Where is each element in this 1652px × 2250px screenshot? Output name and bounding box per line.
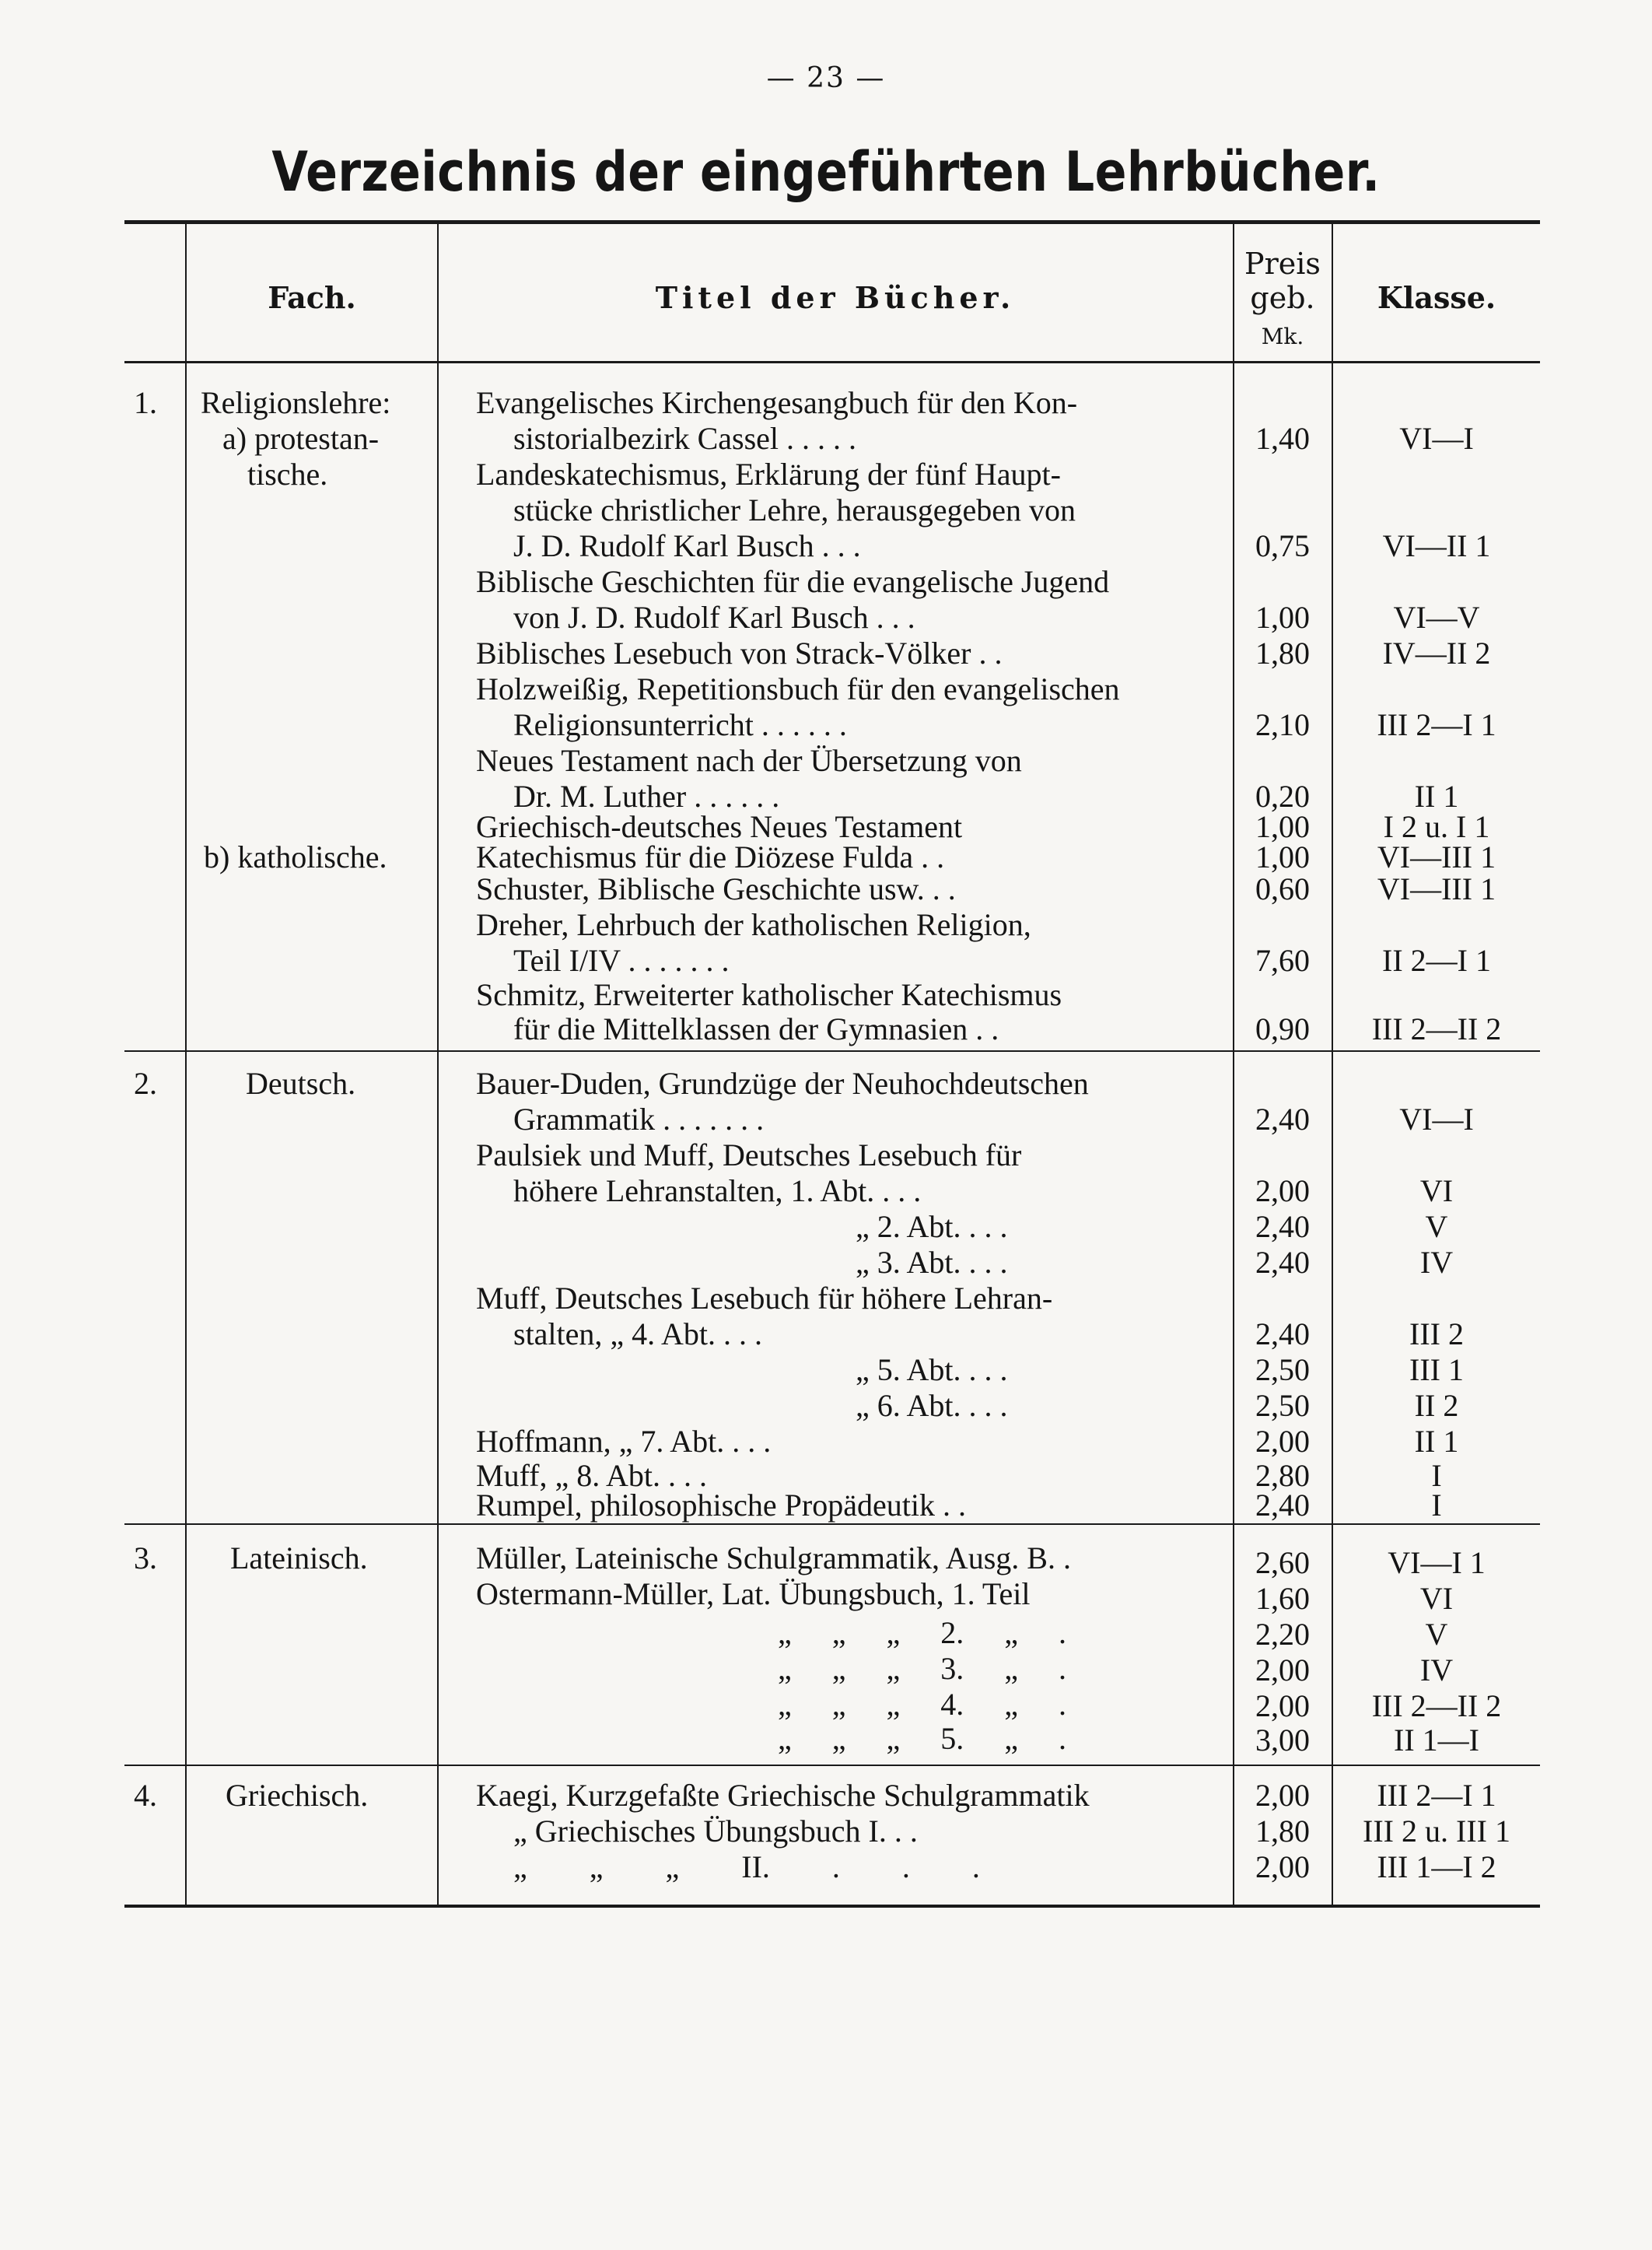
book-class: VI—III 1 [1377, 871, 1496, 906]
book-title-line: Hoffmann, „ 7. Abt. . . . [476, 1424, 772, 1459]
book-price: 1,00 [1255, 600, 1310, 635]
book-class: I 2 u. I 1 [1383, 809, 1490, 844]
book-class: I [1431, 1458, 1442, 1493]
book-price: 1,00 [1255, 839, 1310, 874]
book-price: 2,20 [1255, 1617, 1310, 1652]
book-price: 2,50 [1255, 1388, 1310, 1423]
book-price: 2,60 [1255, 1545, 1310, 1580]
book-title-line: „ 2. Abt. . . . [856, 1209, 1008, 1244]
book-title-line: „ „ „ 3. „ . [778, 1651, 1067, 1686]
book-class: III 2 u. III 1 [1363, 1814, 1510, 1849]
section-subject-line: tische. [247, 457, 328, 492]
section-divider-2 [124, 1050, 1540, 1052]
section-subject-line: Griechisch. [226, 1778, 369, 1813]
table-bottom-rule [124, 1905, 1540, 1908]
book-class: VI—I [1399, 421, 1474, 456]
book-class: IV [1419, 1245, 1454, 1280]
book-title-line: Griechisch-deutsches Neues Testament [476, 809, 963, 844]
book-class: VI—II 1 [1382, 528, 1491, 563]
book-title-line: Holzweißig, Repetitionsbuch für den evangelischen [476, 671, 1120, 706]
book-title-line: Bauer-Duden, Grundzüge der Neuhochdeutschen [476, 1066, 1089, 1101]
book-title-line: Grammatik . . . . . . . [513, 1102, 765, 1137]
header-title: Titel der Bücher. [655, 280, 1016, 315]
page-title: Verzeichnis der eingeführten Lehrbücher. [271, 140, 1381, 204]
header-class: Klasse. [1377, 280, 1496, 315]
book-title-line: Dr. M. Luther . . . . . . [513, 779, 780, 814]
book-class: VI—I [1399, 1102, 1474, 1137]
book-class: VI—I 1 [1388, 1545, 1486, 1580]
book-price: 0,75 [1255, 528, 1310, 563]
book-title-line: „ „ „ 2. „ . [778, 1615, 1067, 1650]
header-price-unit: Mk. [1261, 324, 1304, 349]
book-price: 2,00 [1255, 1652, 1310, 1688]
page-number: — 23 — [766, 62, 886, 94]
book-price: 3,00 [1255, 1723, 1310, 1758]
book-price: 7,60 [1255, 943, 1310, 978]
book-title-line: für die Mittelklassen der Gymnasien . . [513, 1011, 999, 1046]
book-title-line: Evangelisches Kirchengesangbuch für den Kon- [476, 385, 1078, 420]
book-class: VI [1419, 1581, 1454, 1616]
book-class: I [1431, 1488, 1442, 1523]
book-title-line: J. D. Rudolf Karl Busch . . . [513, 528, 861, 563]
header-bottom-rule [124, 361, 1540, 363]
book-price: 2,40 [1255, 1245, 1310, 1280]
book-price: 2,00 [1255, 1424, 1310, 1459]
section-divider-4 [124, 1765, 1540, 1766]
book-class: VI—V [1393, 600, 1480, 635]
book-price: 2,00 [1255, 1688, 1310, 1723]
section-number: 4. [134, 1778, 157, 1813]
book-class: VI [1419, 1173, 1454, 1208]
book-title-line: Müller, Lateinische Schulgrammatik, Ausg. B. . [476, 1540, 1071, 1575]
book-class: V [1425, 1209, 1448, 1244]
book-title-line: Muff, „ 8. Abt. . . . [476, 1458, 708, 1493]
book-title-line: Landeskatechismus, Erklärung der fünf Haupt- [476, 457, 1061, 492]
book-price: 2,40 [1255, 1209, 1310, 1244]
book-title-line: „ Griechisches Übungsbuch I. . . [513, 1814, 918, 1849]
section-subject-sublabel: b) katholische. [204, 839, 387, 874]
book-title-line: Rumpel, philosophische Propädeutik . . [476, 1488, 966, 1523]
book-title-line: Katechismus für die Diözese Fulda . . [476, 839, 945, 874]
header-subject: Fach. [268, 280, 356, 315]
book-price: 2,00 [1255, 1778, 1310, 1813]
book-title-line: Ostermann-Müller, Lat. Übungsbuch, 1. Teil [476, 1576, 1031, 1611]
book-price: 2,00 [1255, 1849, 1310, 1884]
book-class: IV [1419, 1652, 1454, 1688]
book-title-line: Paulsiek und Muff, Deutsches Lesebuch für [476, 1137, 1022, 1172]
book-title-line: Neues Testament nach der Übersetzung von [476, 743, 1022, 778]
book-title-line: Schuster, Biblische Geschichte usw. . . [476, 871, 956, 906]
book-title-line: stalten, „ 4. Abt. . . . [513, 1316, 762, 1351]
book-price: 1,40 [1255, 421, 1310, 456]
book-title-line: „ „ „ II. . . . [513, 1849, 980, 1884]
header-price-mid: geb. [1250, 281, 1315, 315]
section-subject-line: Lateinisch. [230, 1540, 368, 1575]
book-price: 2,50 [1255, 1352, 1310, 1387]
book-title-line: stücke christlicher Lehre, herausgegeben von [513, 492, 1076, 527]
section-number: 2. [134, 1066, 157, 1101]
book-class: III 2—I 1 [1377, 1778, 1496, 1813]
book-price: 0,60 [1255, 871, 1310, 906]
book-class: II 1—I [1394, 1723, 1479, 1758]
book-price: 1,80 [1255, 1814, 1310, 1849]
col-sep-1 [185, 224, 187, 1905]
book-class: III 2—I 1 [1377, 707, 1496, 742]
section-number: 1. [134, 385, 157, 420]
book-title-line: Biblisches Lesebuch von Strack-Völker . . [476, 636, 1003, 671]
book-class: III 1—I 2 [1377, 1849, 1496, 1884]
book-price: 1,00 [1255, 809, 1310, 844]
book-class: III 2—II 2 [1371, 1688, 1502, 1723]
book-title-line: Religionsunterricht . . . . . . [513, 707, 847, 742]
book-class: II 2—I 1 [1382, 943, 1491, 978]
book-class: III 2—II 2 [1371, 1011, 1502, 1046]
book-price: 2,10 [1255, 707, 1310, 742]
book-price: 2,80 [1255, 1458, 1310, 1493]
book-price: 2,40 [1255, 1102, 1310, 1137]
book-title-line: „ 3. Abt. . . . [856, 1245, 1008, 1280]
section-subject-line: Religionslehre: [201, 385, 391, 420]
book-class: III 1 [1409, 1352, 1464, 1387]
col-sep-2 [437, 224, 439, 1905]
book-price: 2,00 [1255, 1173, 1310, 1208]
book-title-line: höhere Lehranstalten, 1. Abt. . . . [513, 1173, 922, 1208]
table-top-rule [124, 220, 1540, 224]
section-subject-line: Deutsch. [246, 1066, 356, 1101]
header-price-top: Preis [1244, 247, 1321, 281]
book-class: V [1425, 1617, 1448, 1652]
book-title-line: Dreher, Lehrbuch der katholischen Religion, [476, 907, 1031, 942]
book-title-line: Biblische Geschichten für die evangelische Jugend [476, 564, 1110, 599]
book-title-line: Schmitz, Erweiterter katholischer Katechismus [476, 977, 1062, 1012]
book-class: IV—II 2 [1382, 636, 1491, 671]
book-class: II 1 [1414, 779, 1459, 814]
book-title-line: „ 6. Abt. . . . [856, 1388, 1008, 1423]
book-title-line: von J. D. Rudolf Karl Busch . . . [513, 600, 915, 635]
book-price: 2,40 [1255, 1316, 1310, 1351]
book-title-line: Teil I/IV . . . . . . . [513, 943, 730, 978]
book-class: III 2 [1409, 1316, 1464, 1351]
book-title-line: Kaegi, Kurzgefaßte Griechische Schulgrammatik [476, 1778, 1090, 1813]
section-subject-line: a) protestan- [222, 421, 380, 456]
section-number: 3. [134, 1540, 157, 1575]
book-price: 2,40 [1255, 1488, 1310, 1523]
book-class: II 1 [1414, 1424, 1459, 1459]
book-title-line: „ 5. Abt. . . . [856, 1352, 1008, 1387]
book-title-line: „ „ „ 4. „ . [778, 1687, 1067, 1722]
book-price: 0,90 [1255, 1011, 1310, 1046]
book-title-line: sistorialbezirk Cassel . . . . . [513, 421, 857, 456]
book-price: 0,20 [1255, 779, 1310, 814]
book-class: II 2 [1414, 1388, 1459, 1423]
section-divider-3 [124, 1523, 1540, 1525]
book-price: 1,80 [1255, 636, 1310, 671]
book-price: 1,60 [1255, 1581, 1310, 1616]
book-class: VI—III 1 [1377, 839, 1496, 874]
book-title-line: „ „ „ 5. „ . [778, 1721, 1067, 1756]
book-title-line: Muff, Deutsches Lesebuch für höhere Lehran- [476, 1281, 1053, 1316]
